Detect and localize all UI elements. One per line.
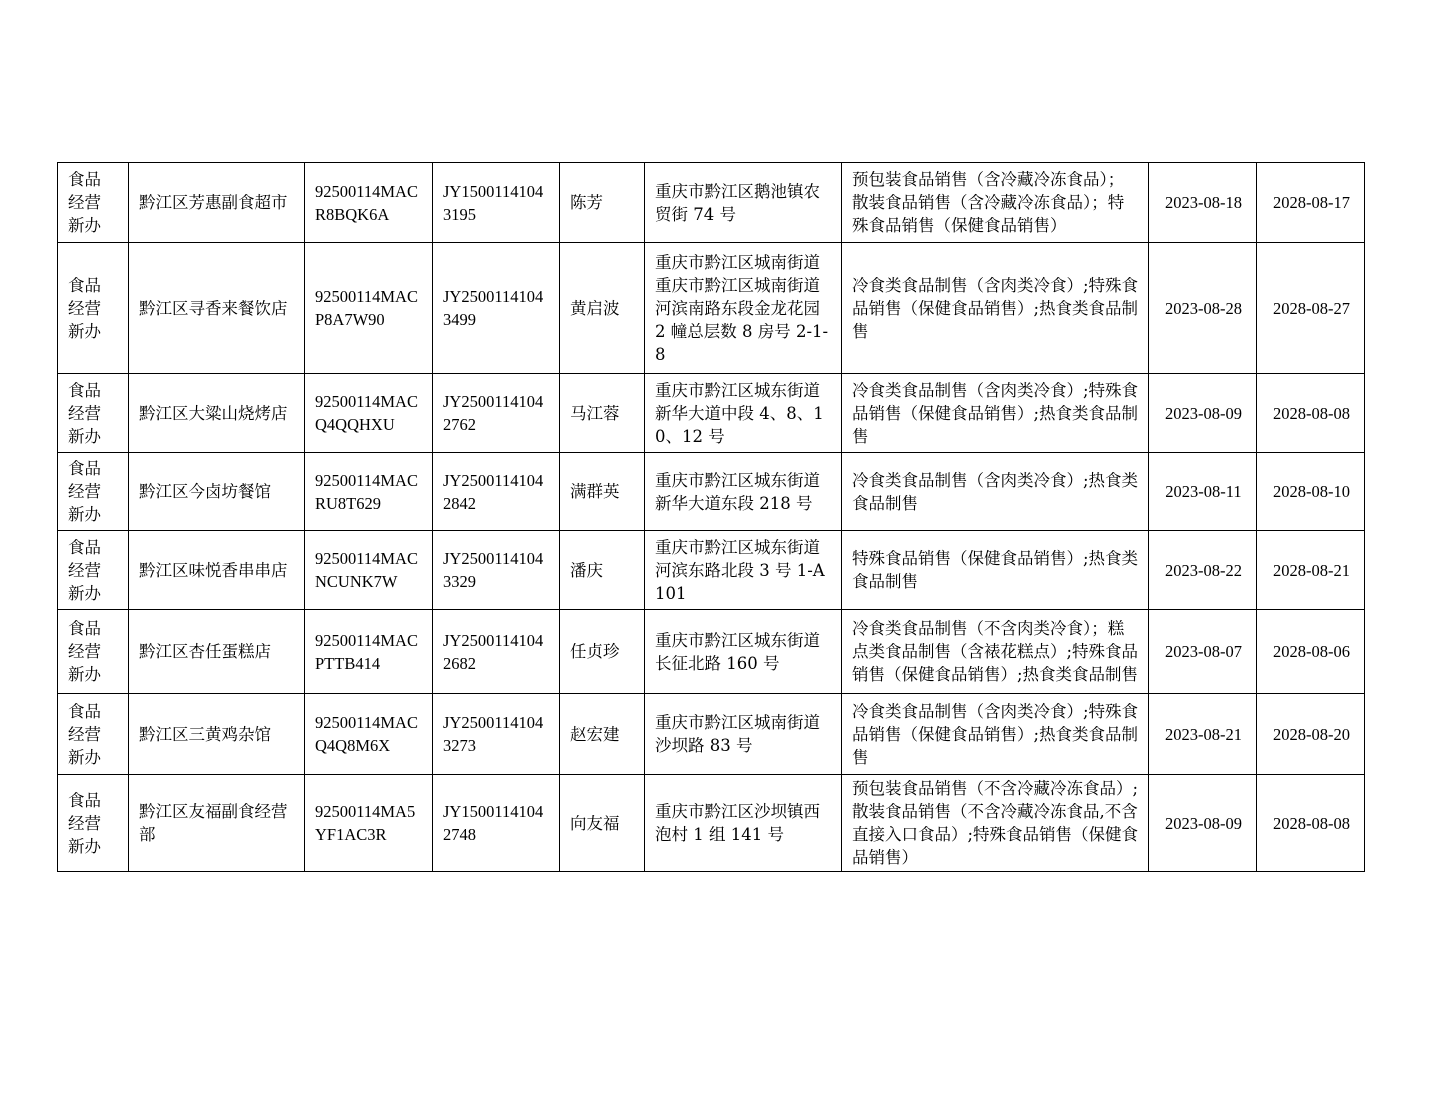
issue-date-cell: 2023-08-07 xyxy=(1149,610,1257,694)
license-number-cell: JY25001141043273 xyxy=(433,694,560,775)
credit-code-cell: 92500114MACNCUNK7W xyxy=(305,531,433,610)
license-type-cell xyxy=(58,163,129,243)
license-number-cell: JY15001141043195 xyxy=(433,163,560,243)
table-body xyxy=(58,163,1365,872)
legal-person-cell: 赵宏建 xyxy=(560,694,645,775)
license-number-cell: JY25001141043499 xyxy=(433,243,560,374)
table-row xyxy=(58,610,1365,694)
expiry-date-cell: 2028-08-27 xyxy=(1257,243,1365,374)
license-records-table xyxy=(57,162,1365,872)
issue-date-cell: 2023-08-18 xyxy=(1149,163,1257,243)
license-type-line: 新办 xyxy=(68,505,101,524)
license-type-line: 新办 xyxy=(68,747,101,767)
table-row xyxy=(58,531,1365,610)
license-type-line: 食品 xyxy=(68,790,101,810)
license-type-line: 食品 xyxy=(68,459,101,478)
issue-date-cell: 2023-08-09 xyxy=(1149,374,1257,453)
business-name-cell: 黔江区寻香来餐饮店 xyxy=(129,243,305,374)
table-row xyxy=(58,694,1365,775)
business-scope-cell: 冷食类食品制售（含肉类冷食）;热食类食品制售 xyxy=(842,453,1149,531)
legal-person-cell: 黄启波 xyxy=(560,243,645,374)
license-type-cell xyxy=(58,775,129,872)
license-type-line: 食品 xyxy=(68,619,101,638)
business-scope-cell: 冷食类食品制售（不含肉类冷食）；糕点类食品制售（含裱花糕点）;特殊食品销售（保健食品销售）;热食类食品制售 xyxy=(842,610,1149,694)
license-number-cell: JY15001141042748 xyxy=(433,775,560,872)
business-name-cell: 黔江区芳惠副食超市 xyxy=(129,163,305,243)
expiry-date-cell: 2028-08-08 xyxy=(1257,775,1365,872)
table-row xyxy=(58,163,1365,243)
address-cell: 重庆市黔江区城东街道新华大道东段 218 号 xyxy=(645,453,842,531)
business-scope-cell: 冷食类食品制售（含肉类冷食）;特殊食品销售（保健食品销售）;热食类食品制售 xyxy=(842,374,1149,453)
license-type-cell xyxy=(58,453,129,531)
legal-person-cell: 满群英 xyxy=(560,453,645,531)
table-row xyxy=(58,775,1365,872)
legal-person-cell: 潘庆 xyxy=(560,531,645,610)
legal-person-cell: 向友福 xyxy=(560,775,645,872)
credit-code-cell: 92500114MACPTTB414 xyxy=(305,610,433,694)
license-type-line: 新办 xyxy=(68,321,101,341)
license-type-line: 经营 xyxy=(68,813,101,833)
credit-code-cell: 92500114MA5YF1AC3R xyxy=(305,775,433,872)
credit-code-cell: 92500114MACRU8T629 xyxy=(305,453,433,531)
address-cell: 重庆市黔江区城南街道沙坝路 83 号 xyxy=(645,694,842,775)
business-scope-cell: 冷食类食品制售（含肉类冷食）;特殊食品销售（保健食品销售）;热食类食品制售 xyxy=(842,243,1149,374)
license-number-cell: JY25001141042682 xyxy=(433,610,560,694)
business-scope-cell: 特殊食品销售（保健食品销售）;热食类食品制售 xyxy=(842,531,1149,610)
license-type-line: 经营 xyxy=(68,724,101,744)
issue-date-cell: 2023-08-22 xyxy=(1149,531,1257,610)
expiry-date-cell: 2028-08-21 xyxy=(1257,531,1365,610)
license-type-cell xyxy=(58,243,129,374)
license-type-cell xyxy=(58,531,129,610)
table-row xyxy=(58,374,1365,453)
credit-code-cell: 92500114MACP8A7W90 xyxy=(305,243,433,374)
license-type-cell xyxy=(58,694,129,775)
table-row xyxy=(58,243,1365,374)
license-number-cell: JY25001141042842 xyxy=(433,453,560,531)
legal-person-cell: 马江蓉 xyxy=(560,374,645,453)
license-number-cell: JY25001141043329 xyxy=(433,531,560,610)
credit-code-cell: 92500114MACQ4Q8M6X xyxy=(305,694,433,775)
license-type-line: 食品 xyxy=(68,275,101,295)
business-scope-cell: 冷食类食品制售（含肉类冷食）;特殊食品销售（保健食品销售）;热食类食品制售 xyxy=(842,694,1149,775)
license-type-line: 食品 xyxy=(68,380,101,400)
business-name-cell: 黔江区杏任蛋糕店 xyxy=(129,610,305,694)
license-type-cell xyxy=(58,374,129,453)
address-cell: 重庆市黔江区城东街道长征北路 160 号 xyxy=(645,610,842,694)
license-type-line: 新办 xyxy=(68,216,101,235)
license-type-line: 经营 xyxy=(68,298,101,318)
license-type-line: 新办 xyxy=(68,836,101,856)
issue-date-cell: 2023-08-09 xyxy=(1149,775,1257,872)
license-type-line: 经营 xyxy=(68,642,101,661)
license-number-cell: JY25001141042762 xyxy=(433,374,560,453)
license-type-line: 经营 xyxy=(68,560,101,580)
license-type-line: 新办 xyxy=(68,665,101,684)
expiry-date-cell: 2028-08-08 xyxy=(1257,374,1365,453)
expiry-date-cell: 2028-08-10 xyxy=(1257,453,1365,531)
legal-person-cell: 任贞珍 xyxy=(560,610,645,694)
business-name-cell: 黔江区今卤坊餐馆 xyxy=(129,453,305,531)
credit-code-cell: 92500114MACR8BQK6A xyxy=(305,163,433,243)
business-name-cell: 黔江区味悦香串串店 xyxy=(129,531,305,610)
business-scope-cell: 预包装食品销售（不含冷藏冷冻食品）;散装食品销售（不含冷藏冷冻食品,不含直接入口食品）;特殊食品销售（保健食品销售） xyxy=(842,775,1149,872)
issue-date-cell: 2023-08-11 xyxy=(1149,453,1257,531)
address-cell: 重庆市黔江区沙坝镇西泡村 1 组 141 号 xyxy=(645,775,842,872)
expiry-date-cell: 2028-08-06 xyxy=(1257,610,1365,694)
issue-date-cell: 2023-08-28 xyxy=(1149,243,1257,374)
expiry-date-cell: 2028-08-17 xyxy=(1257,163,1365,243)
expiry-date-cell: 2028-08-20 xyxy=(1257,694,1365,775)
license-type-line: 食品 xyxy=(68,170,101,189)
issue-date-cell: 2023-08-21 xyxy=(1149,694,1257,775)
business-scope-cell: 预包装食品销售（含冷藏冷冻食品）；散装食品销售（含冷藏冷冻食品）；特殊食品销售（保健食品销售） xyxy=(842,163,1149,243)
business-name-cell: 黔江区大粱山烧烤店 xyxy=(129,374,305,453)
business-name-cell: 黔江区三黄鸡杂馆 xyxy=(129,694,305,775)
license-type-line: 食品 xyxy=(68,537,101,557)
address-cell: 重庆市黔江区城南街道重庆市黔江区城南街道河滨南路东段金龙花园 2 幢总层数 8 房号 2-1-8 xyxy=(645,243,842,374)
license-type-line: 食品 xyxy=(68,701,101,721)
business-name-cell: 黔江区友福副食经营部 xyxy=(129,775,305,872)
legal-person-cell: 陈芳 xyxy=(560,163,645,243)
address-cell: 重庆市黔江区城东街道新华大道中段 4、8、10、12 号 xyxy=(645,374,842,453)
credit-code-cell: 92500114MACQ4QQHXU xyxy=(305,374,433,453)
table-row xyxy=(58,453,1365,531)
license-type-line: 经营 xyxy=(68,193,101,212)
address-cell: 重庆市黔江区鹅池镇农贸街 74 号 xyxy=(645,163,842,243)
address-cell: 重庆市黔江区城东街道河滨东路北段 3 号 1-A101 xyxy=(645,531,842,610)
license-type-line: 经营 xyxy=(68,403,101,423)
license-type-line: 新办 xyxy=(68,583,101,603)
license-type-line: 新办 xyxy=(68,426,101,446)
license-type-line: 经营 xyxy=(68,482,101,501)
license-type-cell xyxy=(58,610,129,694)
